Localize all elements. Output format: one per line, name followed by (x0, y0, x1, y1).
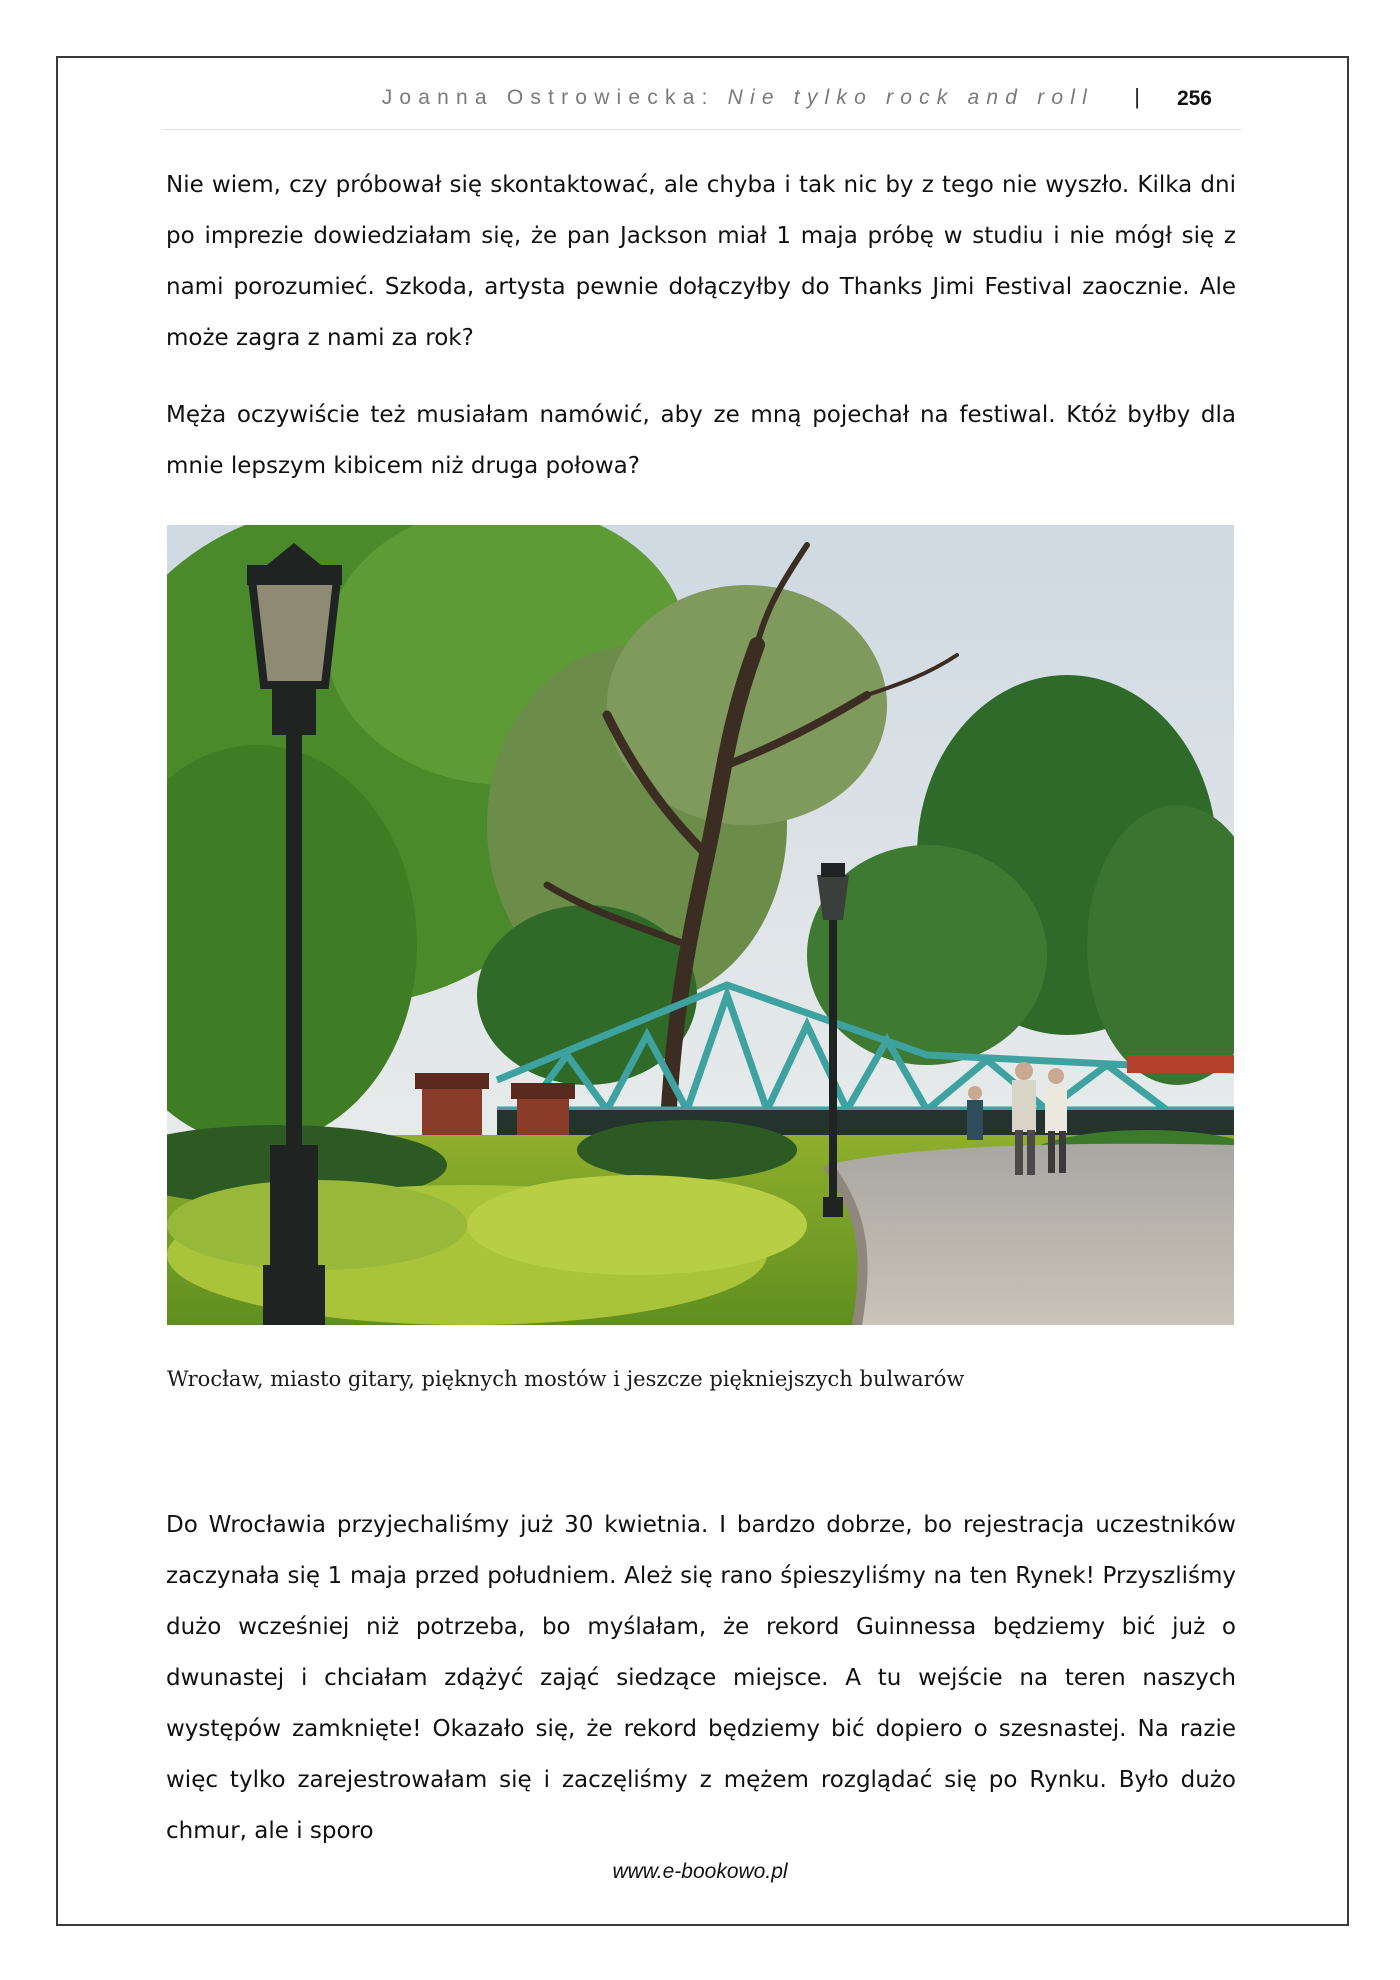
running-header (162, 82, 1242, 128)
header-author: Joanna Ostrowiecka: (381, 86, 728, 109)
header-rule (162, 129, 1242, 130)
header-title (382, 86, 1094, 110)
photo-caption: Wrocław, miasto gitary, pięknych mostów i jeszcze piękniejszych bulwarów (167, 1367, 965, 1391)
body-paragraph-3: Do Wrocławia przyjechaliśmy już 30 kwietnia. I bardzo dobrze, bo rejestracja uczestników zaczynała się 1 maja przed południem. Ależ się rano śpieszyliśmy na ten Rynek! Przyszliśmy dużo wcześniej niż potrzeba, bo myślałam, że rekord Guinnessa będziemy bić już o dwunastej i chciałam zdążyć zająć siedzące miejsce. A tu wejście na teren naszych występów zamknięte! Okazało się, że rekord będziemy bić dopiero o szesnastej. Na razie więc tylko zarejestrowałam się i zaczęliśmy z mężem rozglądać się po Rynku. Było dużo chmur, ale i sporo (166, 1512, 1236, 1844)
header-separator: | (1134, 84, 1140, 109)
photo-illustration (167, 525, 1234, 1325)
park-bridge-photo (167, 525, 1234, 1325)
header-book-title: Nie tylko rock and roll (727, 86, 1094, 109)
red-bridge-section (1127, 1055, 1234, 1073)
footer-url: www.e-bookowo.pl (612, 1860, 788, 1883)
body-paragraph-1: Nie wiem, czy próbował się skontaktować, ale chyba i tak nic by z tego nie wyszło. Kilka dni po imprezie dowiedziałam się, że pan Jackson miał 1 maja próbę w studiu i nie mógł się z nami porozumieć. Szkoda, artysta pewnie dołączyłby do Thanks Jimi Festival zaocznie. Ale może zagra z nami za rok? (166, 172, 1236, 351)
page-number: 256 (1176, 87, 1212, 110)
body-paragraph-2: Męża oczywiście też musiałam namówić, aby ze mną pojechał na festiwal. Któż byłby dla mnie lepszym kibicem niż druga połowa? (166, 402, 1236, 479)
